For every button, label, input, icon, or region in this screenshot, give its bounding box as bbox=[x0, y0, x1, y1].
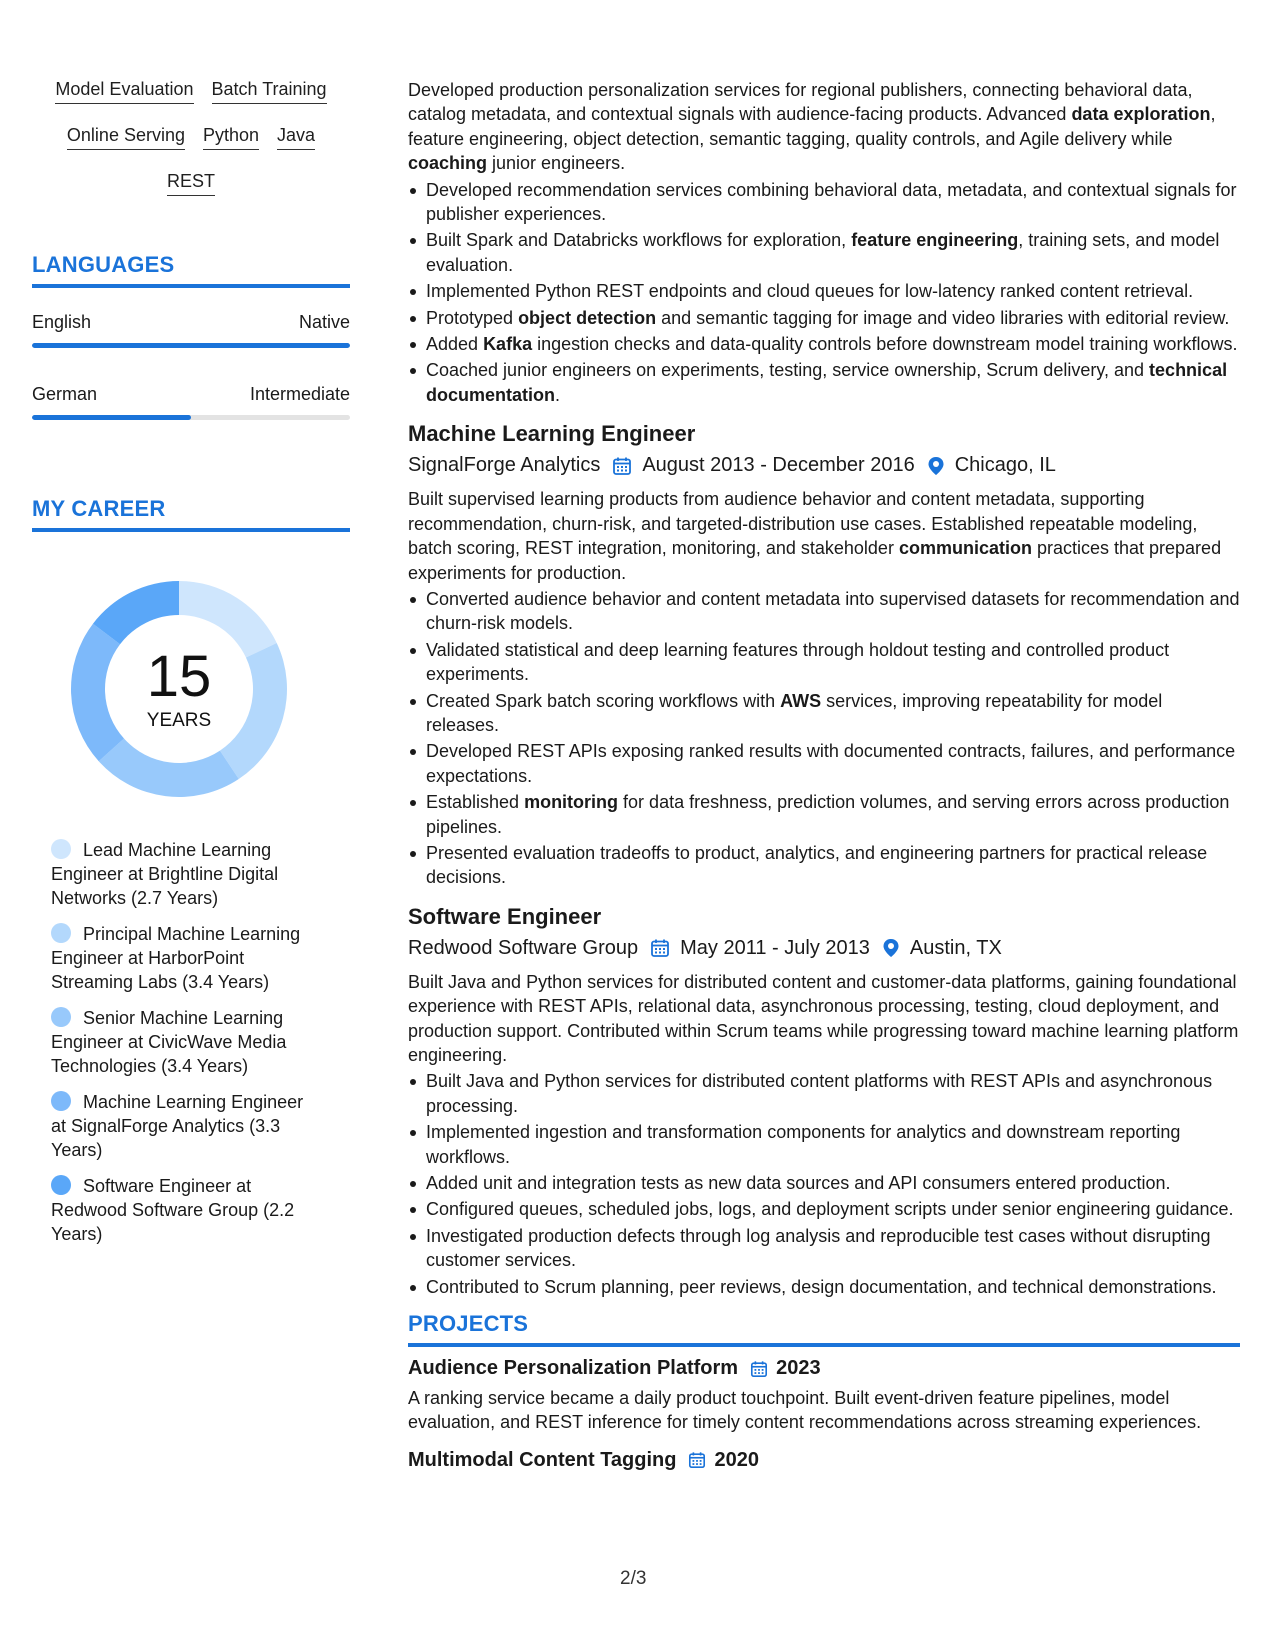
language-name: German bbox=[32, 384, 98, 404]
legend-item bbox=[51, 1090, 322, 1162]
bullet-item: Established monitoring for data freshness, prediction volumes, and serving errors across production pipelines. bbox=[408, 790, 1240, 839]
language-level-fill bbox=[32, 415, 191, 420]
job-location: Chicago, IL bbox=[954, 454, 1056, 477]
legend-text: Principal Machine Learning Engineer at HarborPoint Streaming Labs (3.4 Years) bbox=[51, 924, 301, 992]
bullet-item: Validated statistical and deep learning features through holdout testing and controlled product experiments. bbox=[408, 638, 1240, 687]
legend-dot bbox=[51, 1175, 71, 1195]
calendar-icon bbox=[612, 456, 632, 476]
legend-dot bbox=[51, 839, 71, 859]
calendar-icon bbox=[650, 938, 670, 958]
legend-dot bbox=[51, 923, 71, 943]
job-company: SignalForge Analytics bbox=[408, 454, 601, 477]
skill-tag: Batch Training bbox=[212, 78, 327, 104]
projects-heading: PROJECTS bbox=[408, 1311, 1240, 1347]
legend-item bbox=[51, 922, 322, 994]
intro-bullet-list bbox=[408, 178, 1240, 408]
language-level-bar bbox=[32, 415, 350, 420]
project-entry bbox=[408, 1449, 1240, 1472]
language-level: Intermediate bbox=[249, 384, 350, 404]
career-total-years: 15 bbox=[146, 644, 212, 709]
language-name: English bbox=[32, 312, 92, 332]
job-entry bbox=[408, 421, 1240, 890]
career-total-unit: YEARS bbox=[146, 710, 212, 731]
project-entry bbox=[408, 1357, 1240, 1435]
languages-heading: LANGUAGES bbox=[32, 252, 350, 288]
donut-center bbox=[66, 576, 292, 802]
calendar-icon bbox=[688, 1451, 706, 1469]
project-year: 2023 bbox=[776, 1357, 821, 1380]
bullet-item: Implemented Python REST endpoints and cloud queues for low-latency ranked content retrieval. bbox=[408, 279, 1240, 303]
bullet-item: Added Kafka ingestion checks and data-quality controls before downstream model training workflows. bbox=[408, 332, 1240, 356]
skills-tags bbox=[32, 78, 350, 216]
job-title: Machine Learning Engineer bbox=[408, 421, 696, 447]
bullet-item: Developed recommendation services combining behavioral data, metadata, and contextual signals for publisher experiences. bbox=[408, 178, 1240, 227]
project-name: Multimodal Content Tagging bbox=[408, 1448, 677, 1471]
legend-dot bbox=[51, 1091, 71, 1111]
bullet-item: Converted audience behavior and content metadata into supervised datasets for recommendation and churn-risk models. bbox=[408, 587, 1240, 636]
job-dates: August 2013 - December 2016 bbox=[642, 454, 915, 477]
language-level-fill bbox=[32, 343, 350, 348]
project-description: A ranking service became a daily product touchpoint. Built event-driven feature pipelines, model evaluation, and REST inference for timely content recommendations across streaming experiences. bbox=[408, 1388, 1202, 1433]
job-bullet-list bbox=[408, 1069, 1240, 1299]
bullet-item: Created Spark batch scoring workflows with AWS services, improving repeatability for model releases. bbox=[408, 689, 1240, 738]
bullet-item: Built Spark and Databricks workflows for exploration, feature engineering, training sets, and model evaluation. bbox=[408, 228, 1240, 277]
legend-item bbox=[51, 1174, 322, 1246]
job-meta bbox=[408, 454, 1240, 477]
languages-section bbox=[32, 252, 350, 420]
project-year: 2020 bbox=[714, 1448, 759, 1471]
location-pin-icon bbox=[882, 938, 900, 958]
skill-tag: Model Evaluation bbox=[55, 78, 193, 104]
projects-section bbox=[408, 1311, 1240, 1472]
bullet-item: Coached junior engineers on experiments, testing, service ownership, Scrum delivery, and technical documentation. bbox=[408, 358, 1240, 407]
legend-text: Senior Machine Learning Engineer at CivicWave Media Technologies (3.4 Years) bbox=[51, 1008, 287, 1076]
project-name: Audience Personalization Platform bbox=[408, 1357, 739, 1380]
project-title bbox=[408, 1449, 1240, 1472]
skill-tag: Python bbox=[203, 124, 259, 150]
bullet-item: Developed REST APIs exposing ranked results with documented contracts, failures, and performance expectations. bbox=[408, 739, 1240, 788]
legend-text: Lead Machine Learning Engineer at Brightline Digital Networks (2.7 Years) bbox=[51, 840, 279, 908]
job-entry bbox=[408, 904, 1240, 1299]
bullet-item: Added unit and integration tests as new data sources and API consumers entered production. bbox=[408, 1171, 1240, 1195]
page-number: 2/3 bbox=[620, 1568, 647, 1589]
intro-paragraph: Developed production personalization services for regional publishers, connecting behavioral data, catalog metadata, and contextual signals with audience-facing products. Advanced data exploration, feature engineering, object detection, semantic tagging, quality controls, and Agile delivery while coaching junior engineers. bbox=[408, 80, 1216, 174]
left-column bbox=[32, 78, 350, 1258]
legend-text: Software Engineer at Redwood Software Group (2.2 Years) bbox=[51, 1176, 295, 1244]
career-section bbox=[32, 496, 350, 1246]
skill-tag: REST bbox=[167, 170, 215, 196]
calendar-icon bbox=[750, 1360, 768, 1378]
legend-item bbox=[51, 1006, 322, 1078]
location-pin-icon bbox=[927, 456, 945, 476]
job-location: Austin, TX bbox=[909, 936, 1002, 959]
bullet-item: Prototyped object detection and semantic tagging for image and video libraries with editorial review. bbox=[408, 306, 1240, 330]
skill-tag: Online Serving bbox=[67, 124, 185, 150]
bullet-item: Implemented ingestion and transformation components for analytics and downstream reporting workflows. bbox=[408, 1120, 1240, 1169]
career-heading: MY CAREER bbox=[32, 496, 350, 532]
job-description: Built supervised learning products from audience behavior and content metadata, supporting recommendation, churn-risk, and targeted-distribution use cases. Established repeatable modeling, batch scoring, REST integration, monitoring, and stakeholder communication practices that prepared experiments for production. bbox=[408, 489, 1222, 583]
bullet-item: Configured queues, scheduled jobs, logs, and deployment scripts under senior engineering guidance. bbox=[408, 1197, 1240, 1221]
bullet-item: Investigated production defects through log analysis and reproducible test cases without disrupting customer services. bbox=[408, 1224, 1240, 1273]
language-item bbox=[32, 312, 350, 348]
language-level: Native bbox=[298, 312, 350, 332]
legend-dot bbox=[51, 1007, 71, 1027]
language-level-bar bbox=[32, 343, 350, 348]
language-item bbox=[32, 384, 350, 420]
career-donut-chart bbox=[66, 576, 292, 802]
job-description: Built Java and Python services for distributed content and customer-data platforms, gaining foundational experience with REST APIs, relational data, asynchronous processing, testing, cloud deployment, and production support. Contributed within Scrum teams while progressing toward machine learning platform engineering. bbox=[408, 971, 1239, 1065]
bullet-item: Built Java and Python services for distributed content platforms with REST APIs and asynchronous processing. bbox=[408, 1069, 1240, 1118]
legend-item bbox=[51, 838, 322, 910]
skill-tag: Java bbox=[277, 124, 315, 150]
bullet-item: Contributed to Scrum planning, peer reviews, design documentation, and technical demonstrations. bbox=[408, 1275, 1240, 1299]
right-column bbox=[408, 78, 1240, 1472]
bullet-item: Presented evaluation tradeoffs to product, analytics, and engineering partners for practical release decisions. bbox=[408, 841, 1240, 890]
career-legend bbox=[32, 838, 322, 1246]
job-dates: May 2011 - July 2013 bbox=[680, 936, 870, 959]
job-title: Software Engineer bbox=[408, 903, 602, 929]
project-title bbox=[408, 1357, 1240, 1380]
job-company: Redwood Software Group bbox=[408, 936, 639, 959]
job-bullet-list bbox=[408, 587, 1240, 890]
job-meta bbox=[408, 937, 1240, 960]
legend-text: Machine Learning Engineer at SignalForge Analytics (3.3 Years) bbox=[51, 1092, 304, 1160]
